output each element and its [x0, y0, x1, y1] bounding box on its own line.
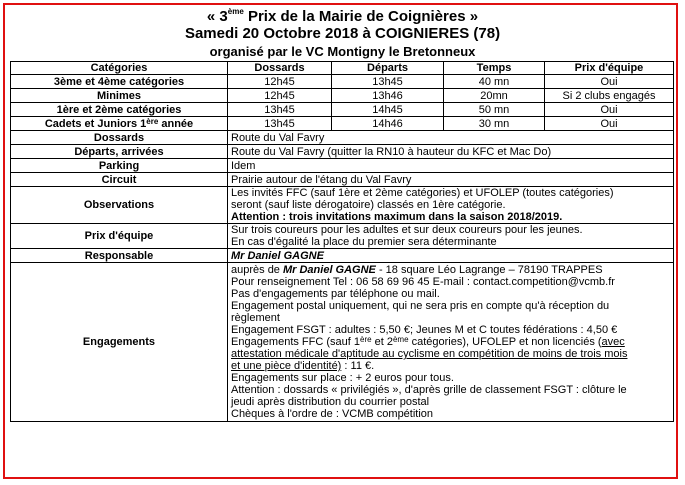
observations-value: Les invités FFC (sauf 1ère et 2ème catégories) et UFOLEP (toutes catégories) seront (sauf liste dérogatoire) classés en 1ère catégorie. Attention : trois invitations maximum dans la saison 2018/2019.	[228, 187, 674, 224]
circuit-row	[11, 173, 674, 187]
observations-label: Observations	[11, 187, 228, 224]
row-category: 1ère et 2ème catégories	[11, 103, 228, 117]
table-row	[11, 75, 674, 89]
responsable-label: Responsable	[11, 249, 228, 263]
header-categories: Catégories	[11, 62, 228, 75]
row-departs: 14h46	[332, 117, 444, 131]
row-prix: Oui	[545, 103, 674, 117]
header-dossards: Dossards	[228, 62, 332, 75]
dossards-label: Dossards	[11, 131, 228, 145]
row-temps: 50 mn	[444, 103, 545, 117]
table-row	[11, 117, 674, 131]
race-info-table	[10, 61, 674, 422]
prix-equipe-value: Sur trois coureurs pour les adultes et sur deux coureurs pour les jeunes. En cas d'égalité la place du premier sera déterminante	[228, 224, 674, 249]
circuit-value: Prairie autour de l'étang du Val Favry	[228, 173, 674, 187]
dossards-value: Route du Val Favry	[228, 131, 674, 145]
responsable-row	[11, 249, 674, 263]
row-departs: 13h45	[332, 75, 444, 89]
table-row	[11, 89, 674, 103]
departs-row	[11, 145, 674, 159]
header-departs: Départs	[332, 62, 444, 75]
row-dossards: 13h45	[228, 117, 332, 131]
row-departs: 13h46	[332, 89, 444, 103]
row-departs: 14h45	[332, 103, 444, 117]
table-row	[11, 103, 674, 117]
responsable-value: Mr Daniel GAGNE	[228, 249, 674, 263]
engagements-label: Engagements	[11, 263, 228, 422]
row-prix: Oui	[545, 117, 674, 131]
dossards-row	[11, 131, 674, 145]
title-line-1: « 3ème Prix de la Mairie de Coignières »	[206, 7, 479, 25]
table-header-row	[11, 62, 674, 75]
row-dossards: 12h45	[228, 75, 332, 89]
header-temps: Temps	[444, 62, 545, 75]
engagements-value: auprès de Mr Daniel GAGNE - 18 square Léo Lagrange – 78190 TRAPPES Pour renseignement Tel : 06 58 69 96 45 E-mail : contact.competition@vcmb.fr Pas d'engagements par téléphone ou mail. Engagement postal uniquement, qui ne sera pris en compte qu'à réception du règlement Engagement FSGT : adultes : 5,50 €; Jeunes M et C toutes fédérations : 4,50 € Engagements FFC (sauf 1ère et 2ème catégories), UFOLEP et non licenciés (avec attestation médicale d'aptitude au cyclisme en compétition de moins de trois mois et une pièce d'identité) : 11 €. Engagements sur place : + 2 euros pour tous. Attention : dossards « privilégiés », d'après grille de classement FSGT : clôture le jeudi après distribution du courrier postal Chèques à l'ordre de : VCMB compétition	[228, 263, 674, 422]
row-category: 3ème et 4ème catégories	[11, 75, 228, 89]
parking-label: Parking	[11, 159, 228, 173]
row-category: Minimes	[11, 89, 228, 103]
row-temps: 20mn	[444, 89, 545, 103]
row-temps: 30 mn	[444, 117, 545, 131]
parking-value: Idem	[228, 159, 674, 173]
departs-value: Route du Val Favry (quitter la RN10 à hauteur du KFC et Mac Do)	[228, 145, 674, 159]
parking-row	[11, 159, 674, 173]
header-prix-equipe: Prix d'équipe	[545, 62, 674, 75]
prix-equipe-row	[11, 224, 674, 249]
title-line-2: Samedi 20 Octobre 2018 à COIGNIERES (78)	[184, 25, 501, 42]
circuit-label: Circuit	[11, 173, 228, 187]
row-prix: Oui	[545, 75, 674, 89]
departs-label: Départs, arrivées	[11, 145, 228, 159]
prix-equipe-label: Prix d'équipe	[11, 224, 228, 249]
title-line-3: organisé par le VC Montigny le Bretonneux	[209, 44, 476, 59]
row-temps: 40 mn	[444, 75, 545, 89]
engagements-row	[11, 263, 674, 422]
row-prix: Si 2 clubs engagés	[545, 89, 674, 103]
observations-row	[11, 187, 674, 224]
row-category: Cadets et Juniors 1ère année	[11, 117, 228, 131]
row-dossards: 12h45	[228, 89, 332, 103]
row-dossards: 13h45	[228, 103, 332, 117]
